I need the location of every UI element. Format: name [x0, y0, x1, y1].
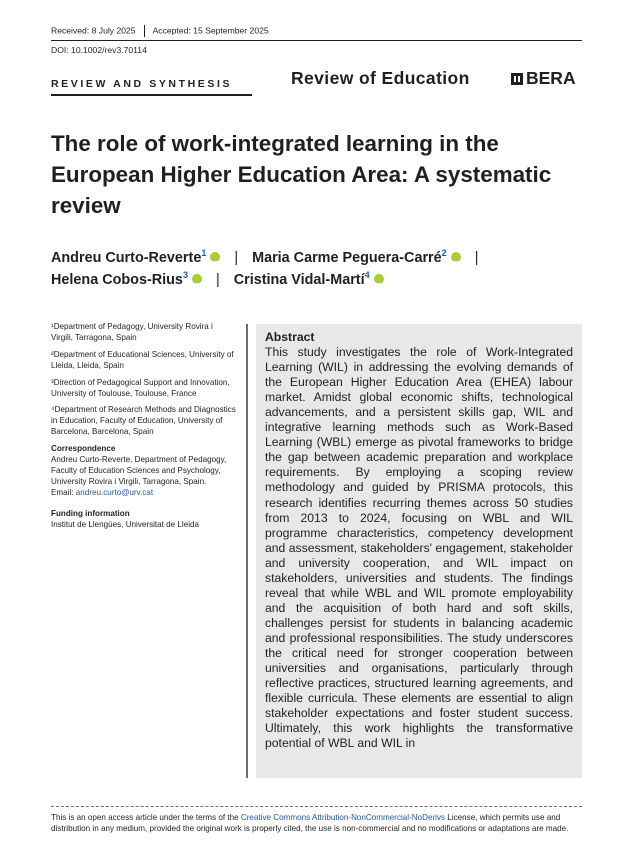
abstract [265, 330, 573, 751]
publisher-logo [511, 68, 576, 89]
abstract-body: This study investigates the role of Work-Integrated Learning (WIL) in addressing the evolving demands of the European Higher Education Area (EHEA) labour market. Amidst global economic shifts, technological advancements, and a persistent skills gap, WIL and integrative learning methods such as Work-Based Learning (WBL) emerge as pivotal frameworks to bridge the gap between academic preparation and workplace requirements. By employing a scoping review methodology and guided by PRISMA protocols, this research identifies recurring themes across 50 studies from 2013 to 2024, focusing on WBL and WIL programme characteristics, competency development and assessment, stakeholders' engagement, stakeholder and university cooperation, and WIL impact on stakeholders, universities and students. The findings reveal that while WBL and WIL promote employability and the acquisition of both hard and soft skills, challenges persist for students in balancing academic and professional responsibilities. The study underscores the critical need for stronger cooperation between universities and organisations, particularly through reflective practices, structured learning agreements, and flexible curricula. These elements are essential to align stakeholder expectations and foster student success. Ultimately, this work highlights the transformative potential of WBL and WIL in [265, 345, 573, 751]
author-name[interactable]: Maria Carme Peguera-Carré [252, 250, 442, 266]
affiliation: ¹Department of Pedagogy, University Rovira i Virgili, Tarragona, Spain [51, 322, 213, 342]
affiliation: ³Direction of Pedagogical Support and Innovation, University of Toulouse, Toulouse, France [51, 377, 230, 398]
author-name[interactable]: Andreu Curto-Reverte [51, 250, 202, 266]
author-affiliation-ref[interactable]: 1 [201, 248, 207, 259]
abstract-sidebar-rule [246, 324, 248, 778]
meta-separator [144, 25, 145, 37]
license-text-pre: This is an open access article under the terms of the [51, 813, 241, 822]
accepted-date: Accepted: 15 September 2025 [152, 25, 269, 36]
orcid-icon[interactable] [374, 274, 384, 284]
received-date: Received: 8 July 2025 [51, 25, 136, 36]
section-label: REVIEW AND SYNTHESIS [51, 78, 233, 90]
orcid-icon[interactable] [451, 252, 461, 262]
author-separator: | [215, 272, 220, 288]
abstract-heading: Abstract [265, 330, 315, 344]
publisher-name: BERA [526, 68, 576, 88]
author-affiliation-ref[interactable]: 3 [182, 270, 188, 281]
license-footer [51, 812, 582, 834]
license-link[interactable]: Creative Commons Attribution-NonCommercial-NoDerivs [240, 813, 446, 822]
orcid-icon[interactable] [210, 252, 220, 262]
author-separator: | [234, 250, 239, 266]
correspondence-heading: Correspondence [51, 444, 116, 454]
email-link[interactable]: andreu.curto@urv.cat [75, 487, 154, 497]
article-dates [51, 25, 582, 37]
author-separator: | [474, 250, 479, 266]
bera-logo-icon [511, 73, 523, 85]
email-label: Email: [51, 487, 76, 497]
journal-name: Review of Education [291, 68, 470, 88]
doi[interactable]: DOI: 10.1002/rev3.70114 [51, 45, 147, 55]
correspondence-text [51, 455, 236, 499]
author-name[interactable]: Helena Cobos-Rius [51, 272, 183, 288]
header-rule [51, 40, 582, 41]
funding-heading: Funding information [51, 508, 130, 518]
author-list [51, 247, 591, 291]
author-name[interactable]: Cristina Vidal-Martí [233, 272, 365, 288]
section-rule [51, 94, 252, 96]
author-affiliation-ref[interactable]: 4 [364, 270, 370, 281]
author-affiliation-ref[interactable]: 2 [441, 248, 447, 259]
funding-text: Institut de Llengües, Universitat de Lleida [51, 519, 200, 529]
affiliation: ⁴Department of Research Methods and Diagnostics in Education, Faculty of Education, University of Barcelona, Barcelona, Spain [51, 405, 236, 437]
orcid-icon[interactable] [192, 274, 202, 284]
correspondence-address: Andreu Curto-Reverte, Department of Pedagogy, Faculty of Education Sciences and Psychology, University Rovira i Virgili, Tarragona, Spain. [51, 455, 227, 486]
license-text-post: License, which permits use and distribution in any medium, provided the original work is properly cited, the use is non-commercial and no modifications or adaptations are made. [51, 813, 569, 834]
footer-rule [51, 806, 582, 807]
affiliations-column [51, 322, 236, 531]
abstract-box [246, 324, 582, 778]
affiliation: ²Department of Educational Sciences, University of Lleida, Lleida, Spain [51, 349, 234, 370]
article-title: The role of work-integrated learning in the European Higher Education Area: A systematic review [51, 131, 552, 218]
